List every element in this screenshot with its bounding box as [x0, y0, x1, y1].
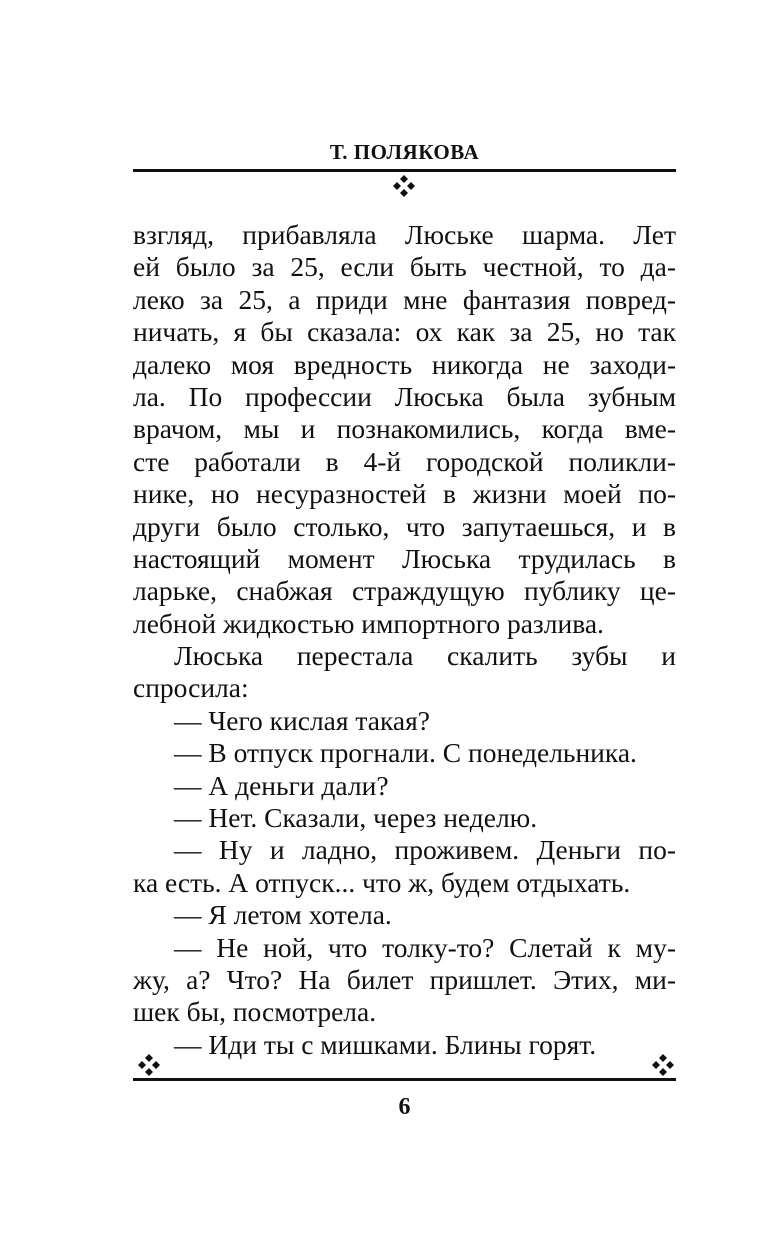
header-ornament-icon — [391, 175, 417, 197]
text-line: шек бы, посмотрела. — [133, 996, 377, 1028]
text-line: спросила: — [133, 672, 249, 704]
text-line: лебной жидкостью импортного разлива. — [133, 607, 604, 639]
text-line: други было столько, что запутаешься, и в — [133, 510, 676, 542]
footer-ornament-right-icon — [650, 1054, 676, 1076]
dialogue-line: — Ну и ладно, проживем. Деньги по- — [174, 834, 676, 866]
footer-ornament-left-icon — [136, 1054, 162, 1076]
text-line: далеко моя вредность никогда не заходи- — [133, 348, 676, 380]
text-line: настоящий момент Люська трудилась в — [133, 542, 676, 574]
text-line: ка есть. А отпуск... что ж, будем отдыхать. — [133, 866, 631, 898]
dialogue-line: — Я летом хотела. — [174, 899, 392, 931]
dialogue-line: — Не ной, что толку-то? Слетай к му- — [174, 931, 676, 963]
dialogue-line: — Чего кислая такая? — [174, 704, 430, 736]
text-line: Люська перестала скалить зубы и — [174, 640, 676, 672]
text-line: врачом, мы и познакомились, когда вме- — [133, 413, 676, 445]
book-page — [133, 0, 676, 1241]
running-head-author: Т. ПОЛЯКОВА — [329, 140, 480, 164]
page-number: 6 — [398, 1094, 411, 1120]
header-rule — [133, 169, 676, 172]
text-line: ла. По профессии Люська была зубным — [133, 380, 676, 412]
body-text — [133, 219, 676, 1061]
text-line: леко за 25, а приди мне фантазия повред- — [133, 283, 676, 315]
text-line: нике, но несуразностей в жизни моей по- — [133, 478, 676, 510]
text-line: ничать, я бы сказала: ох как за 25, но так — [133, 316, 676, 348]
text-line: жу, а? Что? На билет пришлет. Этих, ми- — [133, 963, 676, 995]
dialogue-line: — А деньги дали? — [174, 769, 389, 801]
text-line: ей было за 25, если быть честной, то да- — [133, 251, 676, 283]
footer-rule — [133, 1078, 676, 1081]
text-line: ларьке, снабжая страждущую публику це- — [133, 575, 676, 607]
dialogue-line: — Иди ты с мишками. Блины горят. — [174, 1028, 597, 1060]
text-line: взгляд, прибавляла Люське шарма. Лет — [133, 219, 676, 250]
dialogue-line: — Нет. Сказали, через неделю. — [174, 802, 538, 834]
dialogue-line: — В отпуск прогнали. С понедельника. — [174, 737, 637, 769]
text-line: сте работали в 4-й городской поликли- — [133, 445, 676, 477]
